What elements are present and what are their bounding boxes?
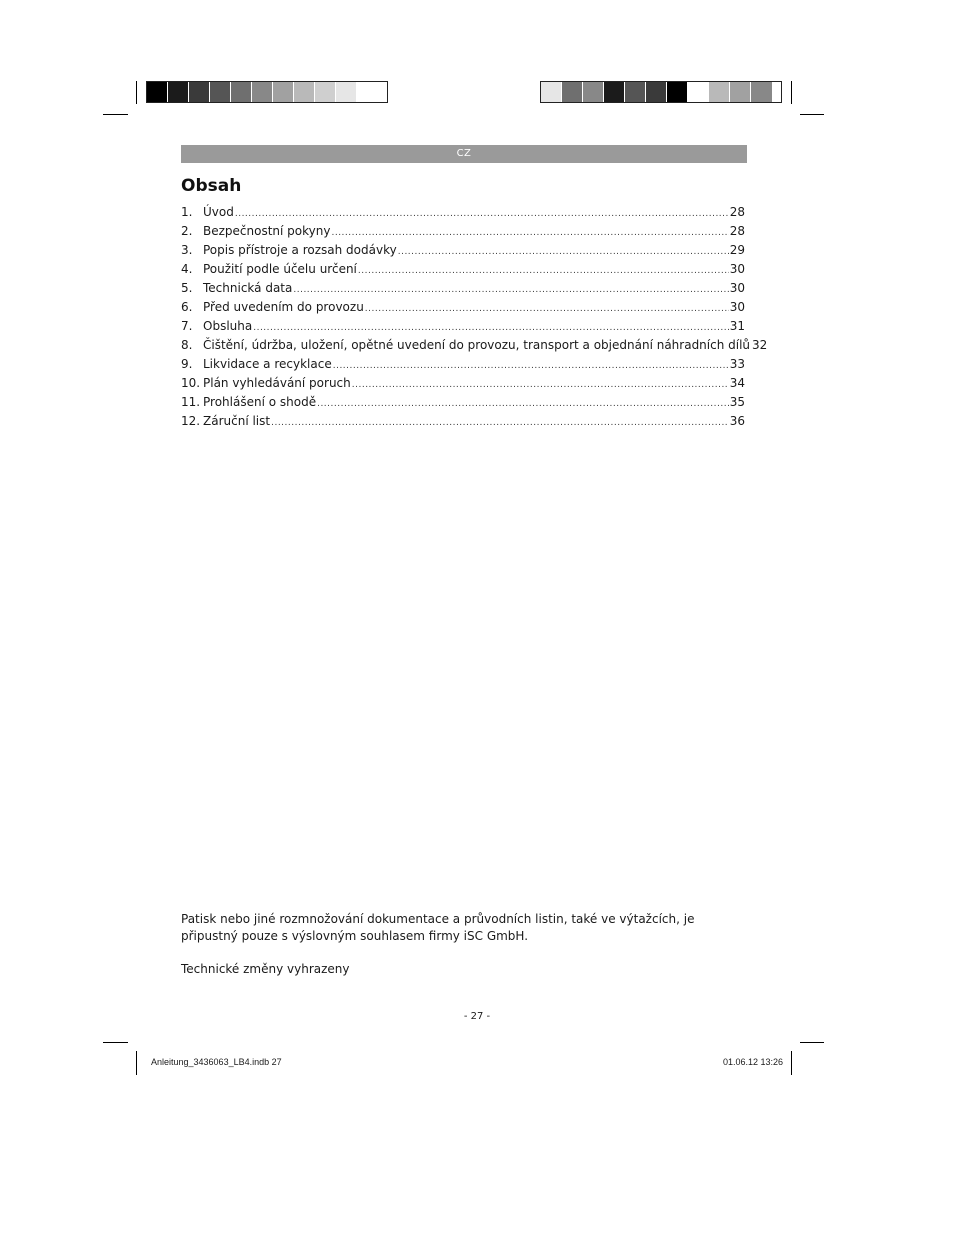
copyright-notice: Patisk nebo jiné rozmnožování dokumentace a průvodních listin, také ve výtažcích, je připustný pouze s výslovným souhlasem firmy iSC GmbH. [181, 912, 695, 943]
toc-entry [181, 355, 745, 374]
toc-number: 8. [181, 338, 193, 352]
toc-page: 33 [729, 357, 745, 371]
color-swatch [541, 82, 562, 102]
toc-leader [271, 414, 729, 433]
toc-page: 30 [729, 300, 745, 314]
toc-entry [181, 279, 745, 298]
toc-entry [181, 336, 768, 355]
crop-mark [103, 114, 128, 115]
toc-number: 6. [181, 300, 193, 314]
crop-mark [136, 81, 137, 104]
toc-title: Plán vyhledávání poruch [203, 376, 351, 390]
color-swatch [688, 82, 709, 102]
toc-title: Obsluha [203, 319, 253, 333]
toc-page: 29 [729, 243, 745, 257]
toc-number: 2. [181, 224, 193, 238]
color-swatch [252, 82, 273, 102]
toc-page: 28 [729, 205, 745, 219]
color-calibration-bar-left [146, 81, 388, 103]
crop-mark [791, 1051, 792, 1075]
toc-title: Bezpečnostní pokyny [203, 224, 331, 238]
toc-leader [333, 357, 729, 376]
page-number: - 27 - [463, 1011, 491, 1022]
color-swatch [625, 82, 646, 102]
toc-page: 34 [729, 376, 745, 390]
toc-entry [181, 298, 745, 317]
color-swatch [646, 82, 667, 102]
toc-entry [181, 203, 745, 222]
toc-page: 31 [729, 319, 745, 333]
toc-number: 10. [181, 376, 201, 390]
toc-leader [365, 300, 729, 319]
color-swatch [562, 82, 583, 102]
page-title: Obsah [181, 176, 242, 196]
color-swatch [357, 82, 378, 102]
color-swatch [147, 82, 168, 102]
toc-leader [398, 243, 729, 262]
color-swatch [315, 82, 336, 102]
toc-page: 35 [729, 395, 745, 409]
toc-title: Technická data [203, 281, 293, 295]
toc-title: Záruční list [203, 414, 271, 428]
color-swatch [189, 82, 210, 102]
toc-page: 36 [729, 414, 745, 428]
color-swatch [709, 82, 730, 102]
color-swatch [273, 82, 294, 102]
toc-number: 9. [181, 357, 193, 371]
color-swatch [168, 82, 189, 102]
toc-leader [317, 395, 729, 414]
toc-entry [181, 260, 745, 279]
crop-mark [103, 1042, 128, 1043]
toc-number: 1. [181, 205, 193, 219]
crop-mark [800, 1042, 824, 1043]
color-swatch [751, 82, 772, 102]
toc-title: Prohlášení o shodě [203, 395, 317, 409]
color-calibration-bar-right [540, 81, 782, 103]
toc-entry [181, 412, 745, 431]
toc-entry [181, 317, 745, 336]
table-of-contents [181, 203, 768, 431]
color-swatch [231, 82, 252, 102]
toc-page: 28 [729, 224, 745, 238]
color-swatch [210, 82, 231, 102]
toc-entry [181, 374, 745, 393]
toc-title: Čištění, údržba, uložení, opětné uvedení do provozu, transport a objednání náhradních dílů [203, 338, 751, 352]
toc-number: 12. [181, 414, 201, 428]
toc-title: Likvidace a recyklace [203, 357, 332, 371]
toc-entry [181, 393, 745, 412]
toc-page: 32 [752, 338, 768, 352]
slug-filename: Anleitung_3436063_LB4.indb 27 [151, 1057, 282, 1067]
color-swatch [583, 82, 604, 102]
crop-mark [800, 114, 824, 115]
toc-leader [352, 376, 729, 395]
toc-entry [181, 222, 745, 241]
color-swatch [294, 82, 315, 102]
toc-title: Úvod [203, 205, 234, 219]
toc-entry [181, 241, 745, 260]
color-swatch [667, 82, 688, 102]
toc-page: 30 [729, 281, 745, 295]
color-swatch [336, 82, 357, 102]
toc-title: Popis přístroje a rozsah dodávky [203, 243, 397, 257]
crop-mark [791, 81, 792, 104]
crop-mark [136, 1051, 137, 1075]
toc-title: Před uvedením do provozu [203, 300, 364, 314]
toc-number: 11. [181, 395, 201, 409]
slug-datetime: 01.06.12 13:26 [722, 1057, 783, 1067]
toc-page: 30 [729, 262, 745, 276]
toc-number: 3. [181, 243, 193, 257]
color-swatch [604, 82, 625, 102]
toc-number: 5. [181, 281, 193, 295]
language-band: CZ [181, 145, 747, 163]
toc-number: 7. [181, 319, 193, 333]
toc-number: 4. [181, 262, 193, 276]
technical-changes-note: Technické změny vyhrazeny [181, 962, 350, 976]
toc-leader [358, 262, 729, 281]
toc-title: Použití podle účelu určení [203, 262, 357, 276]
color-swatch [730, 82, 751, 102]
